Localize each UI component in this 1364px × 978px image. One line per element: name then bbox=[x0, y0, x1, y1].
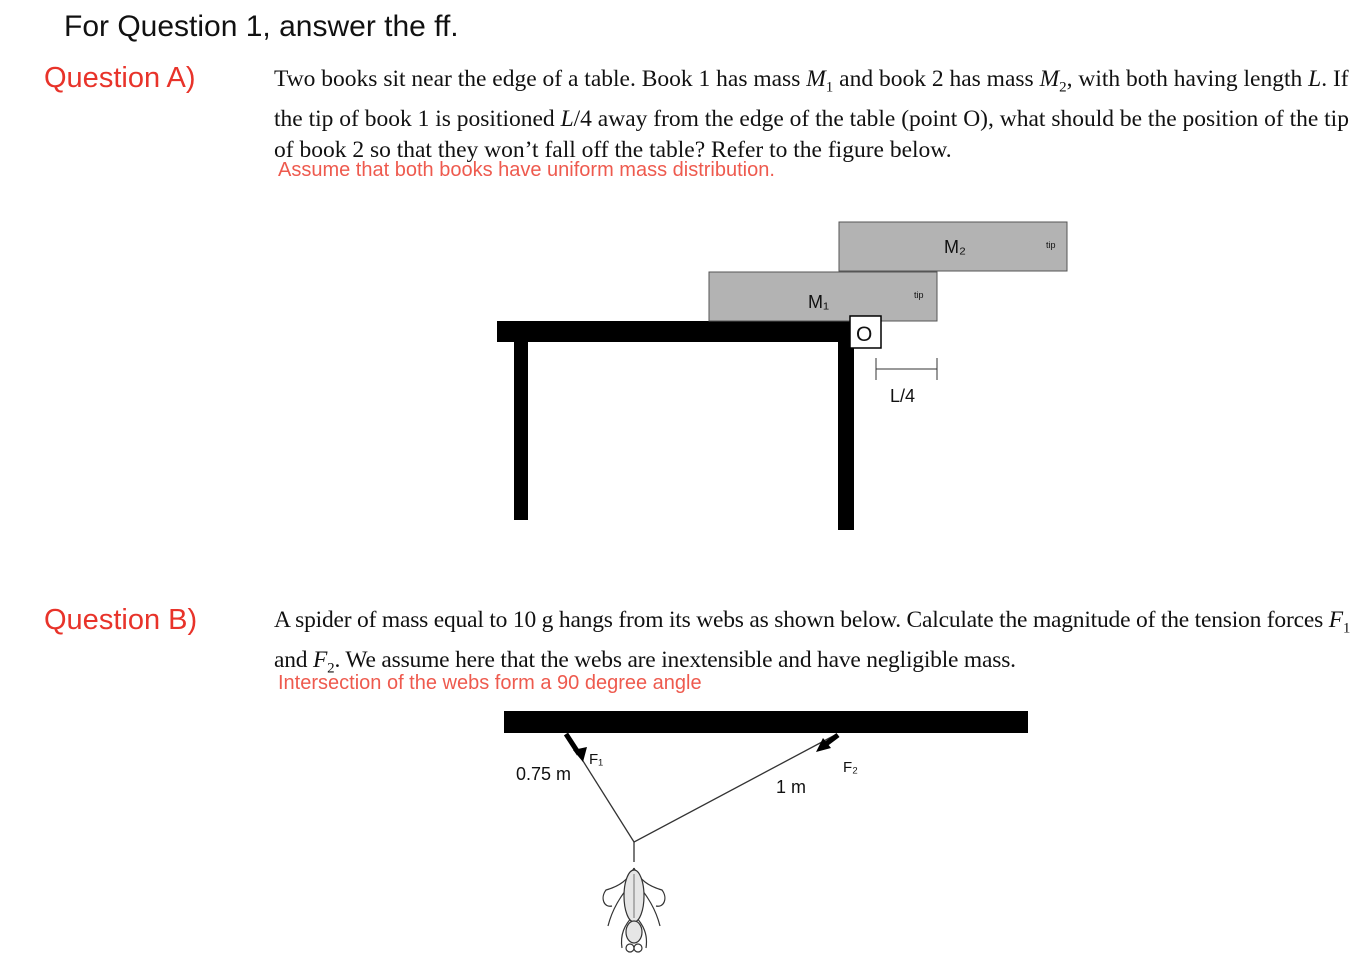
spider-figure bbox=[504, 711, 1028, 952]
table-top bbox=[497, 321, 859, 342]
question-a-label: Question A) bbox=[44, 62, 196, 94]
question-b-text: A spider of mass equal to 10 g hangs from its webs as shown below. Calculate the magnitude of the tension forces $F_1$ and $F_2$. We assume here that the webs are inextensible and have negligible mass. bbox=[274, 607, 1351, 677]
spider-icon bbox=[603, 868, 665, 952]
table-figure bbox=[497, 222, 1067, 530]
question-b-note: Intersection of the webs form a 90 degree angle bbox=[278, 672, 702, 694]
question-b-label: Question B) bbox=[44, 604, 198, 636]
question-a-note: Assume that both books have uniform mass distribution. bbox=[278, 159, 775, 181]
force-2-label: F₂ bbox=[843, 759, 858, 776]
offset-label: L/4 bbox=[890, 386, 916, 406]
table-leg-right bbox=[838, 335, 854, 530]
web-2-length: 1 m bbox=[776, 777, 807, 797]
web-2 bbox=[634, 734, 837, 842]
book-2-tip-label: tip bbox=[1046, 240, 1056, 250]
book-1-tip-label: tip bbox=[914, 290, 924, 300]
page-heading: For Question 1, answer the ff. bbox=[64, 10, 459, 43]
ceiling-bar bbox=[504, 711, 1028, 733]
web-1-length: 0.75 m bbox=[516, 764, 572, 784]
question-a-text: Two books sit near the edge of a table. Book 1 has mass $M_1$ and book 2 has mass $M_2$, with both having length L. If the tip of book 1 is positioned L/4 away from the edge of the table (point O), what should be the position of the tip of book 2 so that they won’t fall off the table? Refer to the figure below. bbox=[274, 66, 1349, 163]
book-2-label: M₂ bbox=[944, 237, 966, 257]
table-leg-left bbox=[514, 335, 528, 520]
point-o-label: O bbox=[856, 323, 873, 346]
force-1-label: F₁ bbox=[589, 751, 604, 768]
book-1-label: M₁ bbox=[808, 292, 830, 312]
